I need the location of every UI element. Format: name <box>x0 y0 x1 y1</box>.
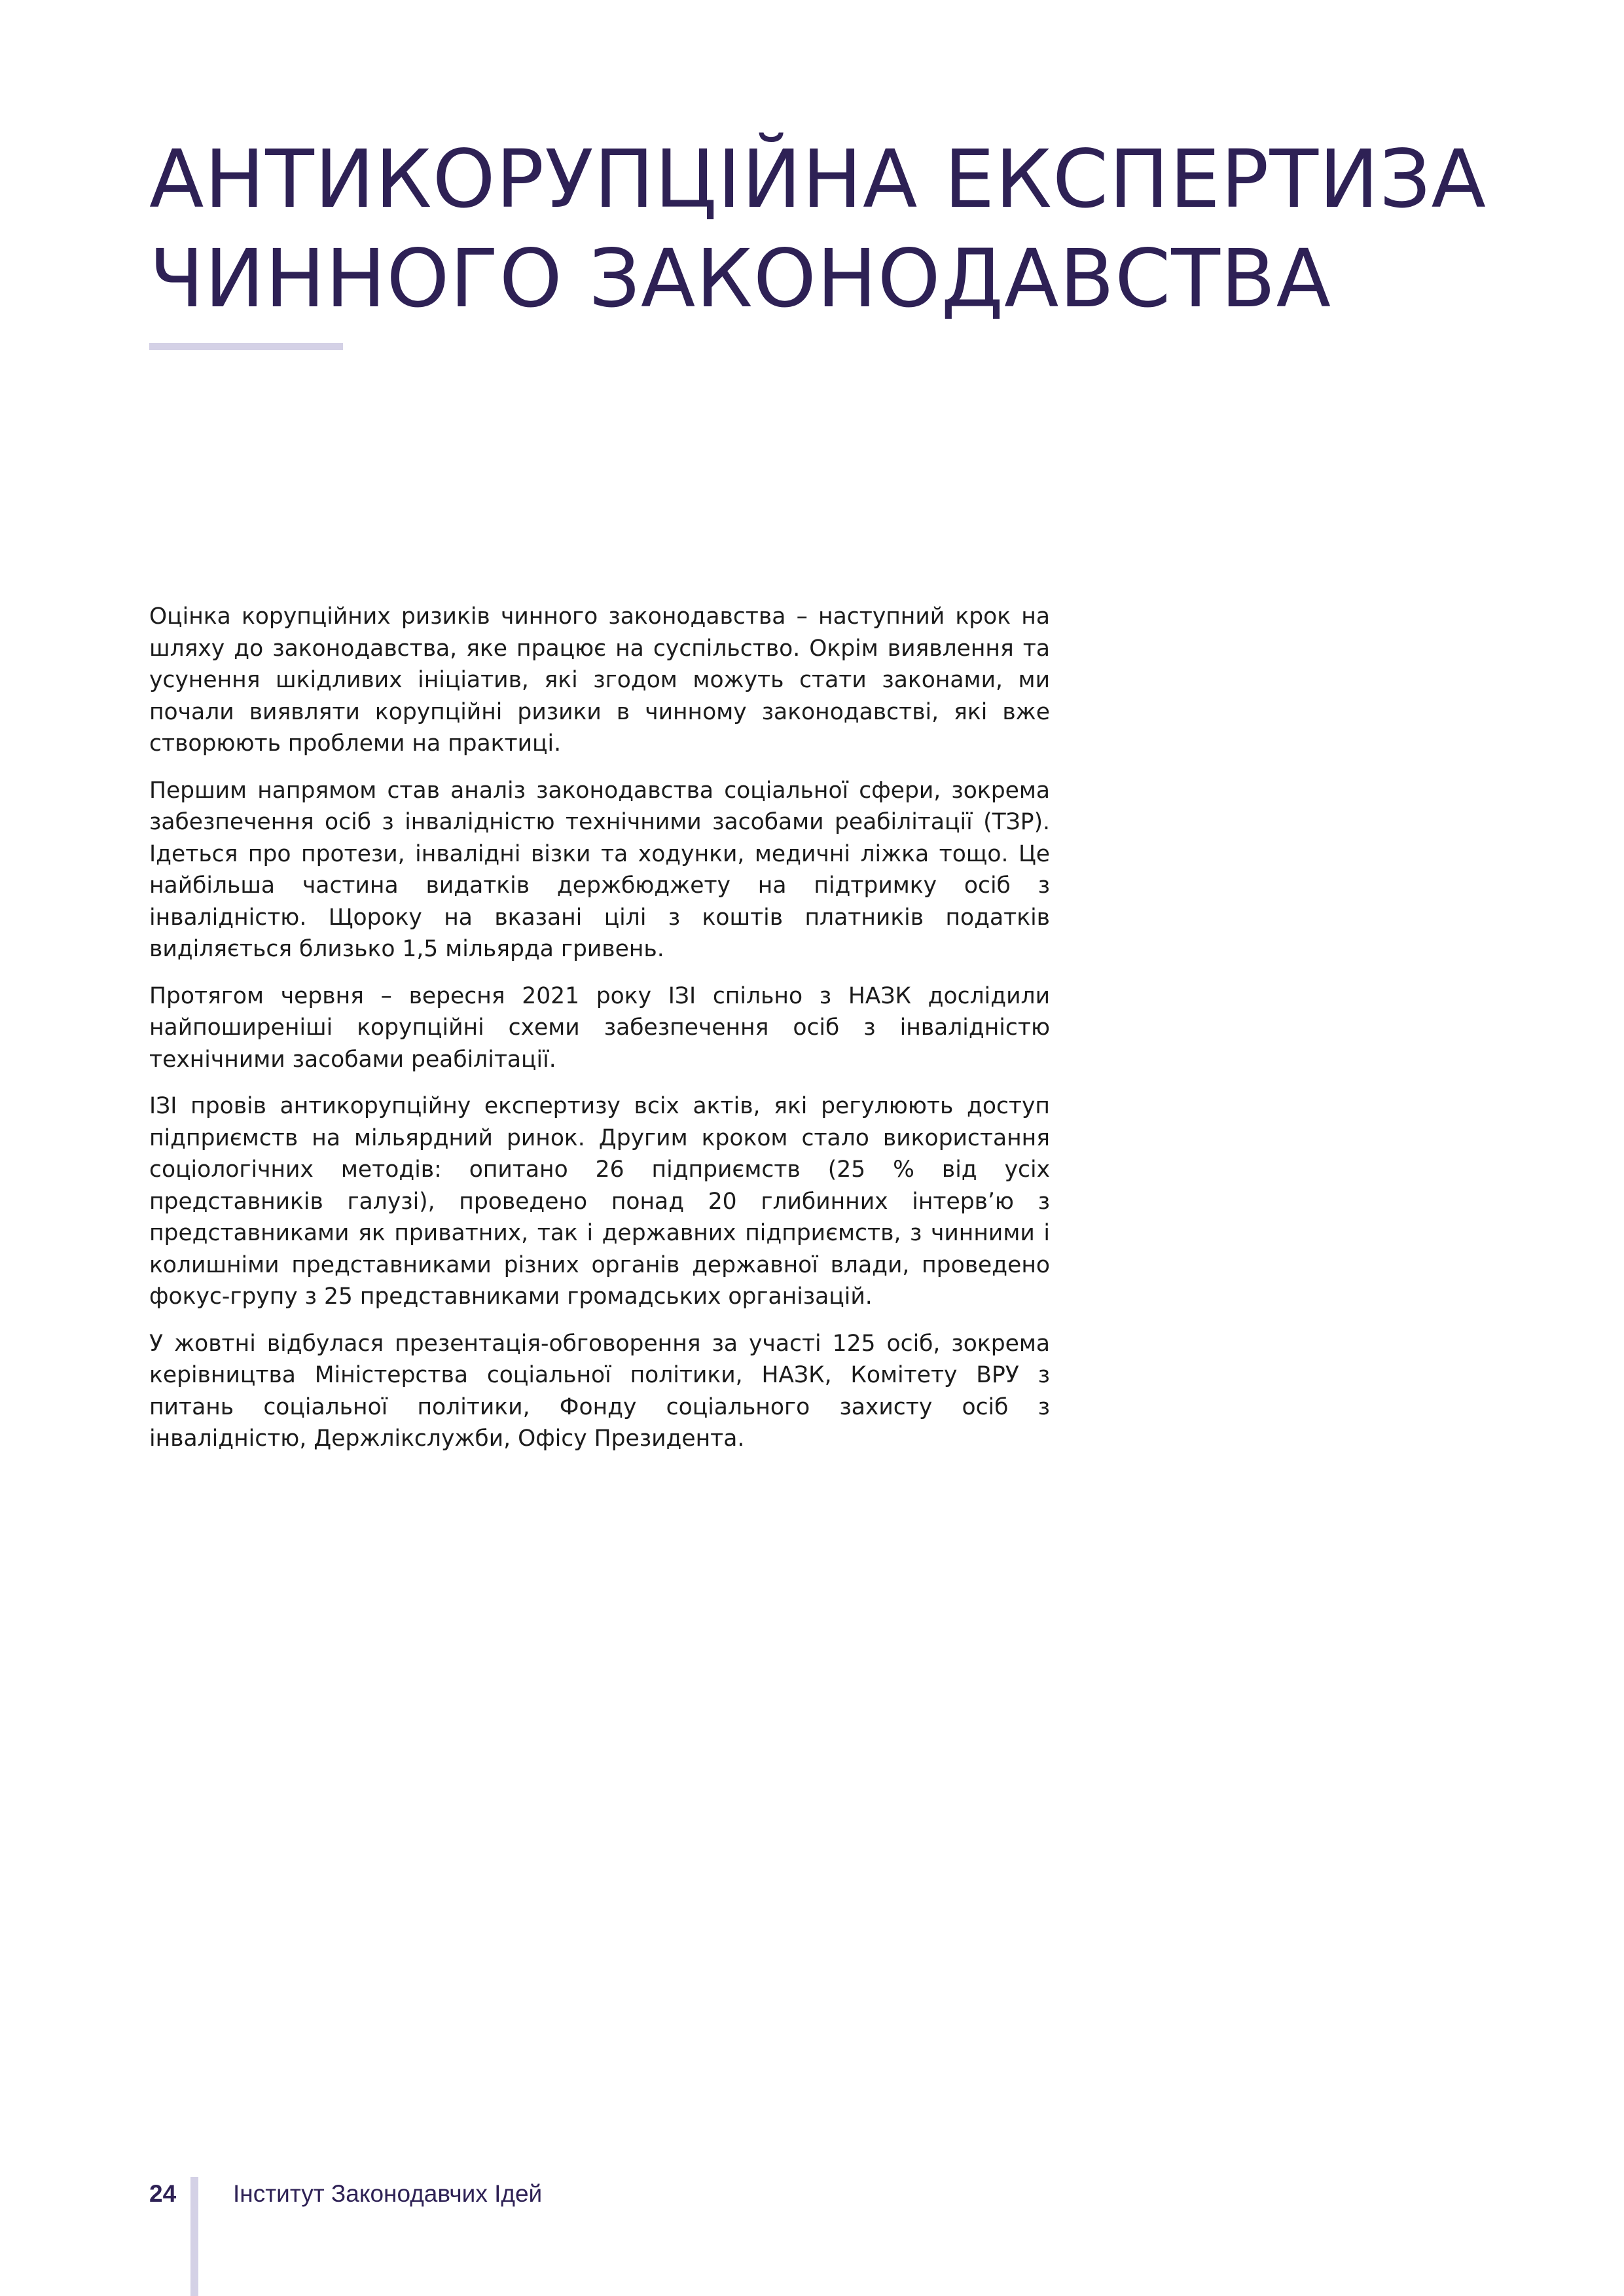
paragraph: У жовтні відбулася презентація-обговорення за участі 125 осіб, зокрема керівництва Міністерства соціальної політики, НАЗК, Комітету ВРУ з питань соціальної політики, Фонду соціального захисту осіб з інвалідністю, Держлікслужби, Офісу Президента. <box>149 1330 1050 1452</box>
paragraph: Протягом червня – вересня 2021 року ІЗІ спільно з НАЗК дослідили найпоширеніші корупційні схеми забезпечення осіб з інвалідністю технічними засобами реабілітації. <box>149 982 1050 1073</box>
paragraph: ІЗІ провів антикорупційну експертизу всіх актів, які регулюють доступ підприємств на мільярдний ринок. Другим кроком стало використання соціологічних методів: опитано 26 підприємств (25 % від усіх представників галузі), проведено понад 20 глибинних інтерв’ю з представниками як приватних, так і державних підприємств, з чинними і колишніми представниками різних органів державної влади, проведено фокус-групу з 25 представниками громадських організацій. <box>149 1093 1050 1310</box>
paragraph: Оцінка корупційних ризиків чинного законодавства – наступний крок на шляху до законодавства, яке працює на суспільство. Окрім виявлення та усунення шкідливих ініціатив, які згодом можуть стати законами, ми почали виявляти корупційні ризики в чинному законодавстві, які вже створюють проблеми на практиці. <box>149 603 1050 757</box>
page-title: АНТИКОРУПЦІЙНА ЕКСПЕРТИЗА ЧИННОГО ЗАКОНОДАВСТВА <box>149 133 1487 325</box>
footer-organization: Інститут Законодавчих Ідей <box>233 2180 543 2207</box>
paragraph: Першим напрямом став аналіз законодавства соціальної сфери, зокрема забезпечення осіб з інвалідністю технічними засобами реабілітації (ТЗР). Ідеться про протези, інвалідні візки та ходунки, медичні ліжка тощо. Це найбільша частина видатків держбюджету на підтримку осіб з інвалідністю. Щороку на вказані цілі з коштів платників податків виділяється близько 1,5 мільярда гривень. <box>149 777 1050 962</box>
footer-divider <box>190 2177 198 2296</box>
page-number: 24 <box>149 2180 177 2207</box>
title-underline <box>149 343 343 350</box>
body-text <box>149 601 1050 1470</box>
